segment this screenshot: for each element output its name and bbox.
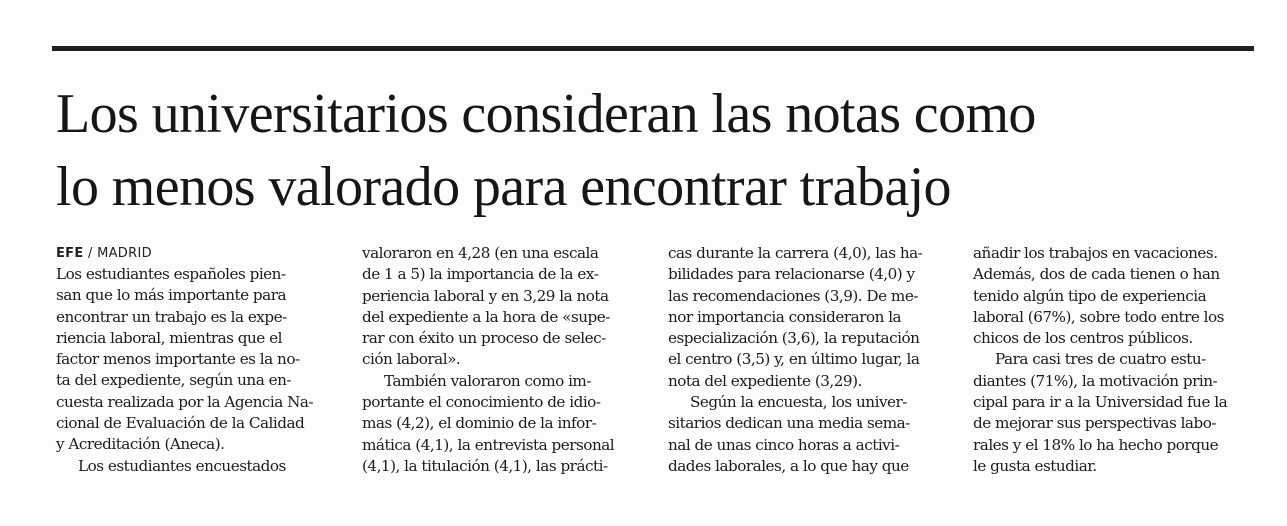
text-line: cas durante la carrera (4,0), las ha-	[668, 244, 923, 262]
column-2	[362, 243, 644, 477]
text-line: ción laboral».	[362, 350, 461, 369]
text-line: mas (4,2), el dominio de la infor-	[362, 414, 597, 433]
text-line: cional de Evaluación de la Calidad	[56, 414, 305, 433]
text-line: encontrar un trabajo es la expe-	[56, 307, 287, 326]
article-body	[0, 243, 1287, 513]
headline-line-2: lo menos valorado para encontrar trabajo	[56, 156, 951, 218]
text-line: rales y el 18% lo ha hecho porque	[973, 435, 1219, 454]
headline-line-1: Los universitarios consideran las notas como	[56, 83, 1036, 145]
text-line: (4,1), la titulación (4,1), las prácti-	[362, 456, 608, 475]
text-line: del expediente a la hora de «supe-	[362, 307, 610, 326]
text-line: el centro (3,5) y, en último lugar, la	[668, 350, 920, 369]
text-line: nal de unas cinco horas a activi-	[668, 435, 900, 454]
byline-agency: EFE	[56, 246, 84, 261]
text-line: Los estudiantes encuestados	[78, 456, 286, 475]
text-line: periencia laboral y en 3,29 la nota	[362, 286, 609, 305]
text-line: riencia laboral, mientras que el	[56, 328, 282, 347]
text-line: ta del expediente, según una en-	[56, 371, 291, 390]
text-line: de mejorar sus perspectivas labo-	[973, 414, 1216, 433]
text-line: laboral (67%), sobre todo entre los	[973, 307, 1224, 326]
text-line: rar con éxito un proceso de selec-	[362, 329, 606, 348]
text-line: Según la encuesta, los univer-	[690, 393, 907, 412]
text-line: También valoraron como im-	[384, 371, 591, 390]
text-line: cipal para ir a la Universidad fue la	[973, 393, 1228, 412]
column-3	[668, 243, 951, 477]
byline-separator: /	[83, 246, 98, 261]
text-line: sitarios dedican una media sema-	[668, 414, 910, 433]
text-line: dades laborales, a lo que hay que	[668, 456, 909, 475]
byline-city: MADRID	[97, 246, 152, 261]
column-1	[56, 243, 339, 477]
text-line: Además, dos de cada tienen o han	[973, 265, 1220, 284]
text-line: especialización (3,6), la reputación	[668, 329, 920, 348]
byline	[56, 243, 339, 264]
text-line: Los estudiantes españoles pien-	[56, 265, 286, 283]
text-line: portante el conocimiento de idio-	[362, 393, 601, 412]
text-line: las recomendaciones (3,9). De me-	[668, 286, 918, 305]
text-line: Para casi tres de cuatro estu-	[995, 350, 1206, 369]
text-line: nota del expediente (3,29).	[668, 371, 862, 390]
column-4	[973, 243, 1263, 477]
text-line: diantes (71%), la motivación prin-	[973, 371, 1218, 390]
text-line: y Acreditación (Aneca).	[56, 435, 225, 454]
headline	[56, 78, 1276, 224]
top-rule	[52, 46, 1254, 51]
text-line: de 1 a 5) la importancia de la ex-	[362, 265, 599, 284]
text-line: cuesta realizada por la Agencia Na-	[56, 392, 314, 411]
text-line: tenido algún tipo de experiencia	[973, 286, 1207, 305]
text-line: factor menos importante es la no-	[56, 350, 300, 369]
text-line: bilidades para relacionarse (4,0) y	[668, 265, 915, 284]
text-line: mática (4,1), la entrevista personal	[362, 435, 615, 454]
text-line: añadir los trabajos en vacaciones.	[973, 244, 1218, 262]
text-line: nor importancia consideraron la	[668, 307, 902, 326]
text-line: le gusta estudiar.	[973, 456, 1097, 475]
text-line: valoraron en 4,28 (en una escala	[362, 244, 599, 262]
text-line: san que lo más importante para	[56, 286, 287, 305]
text-line: chicos de los centros públicos.	[973, 329, 1193, 348]
